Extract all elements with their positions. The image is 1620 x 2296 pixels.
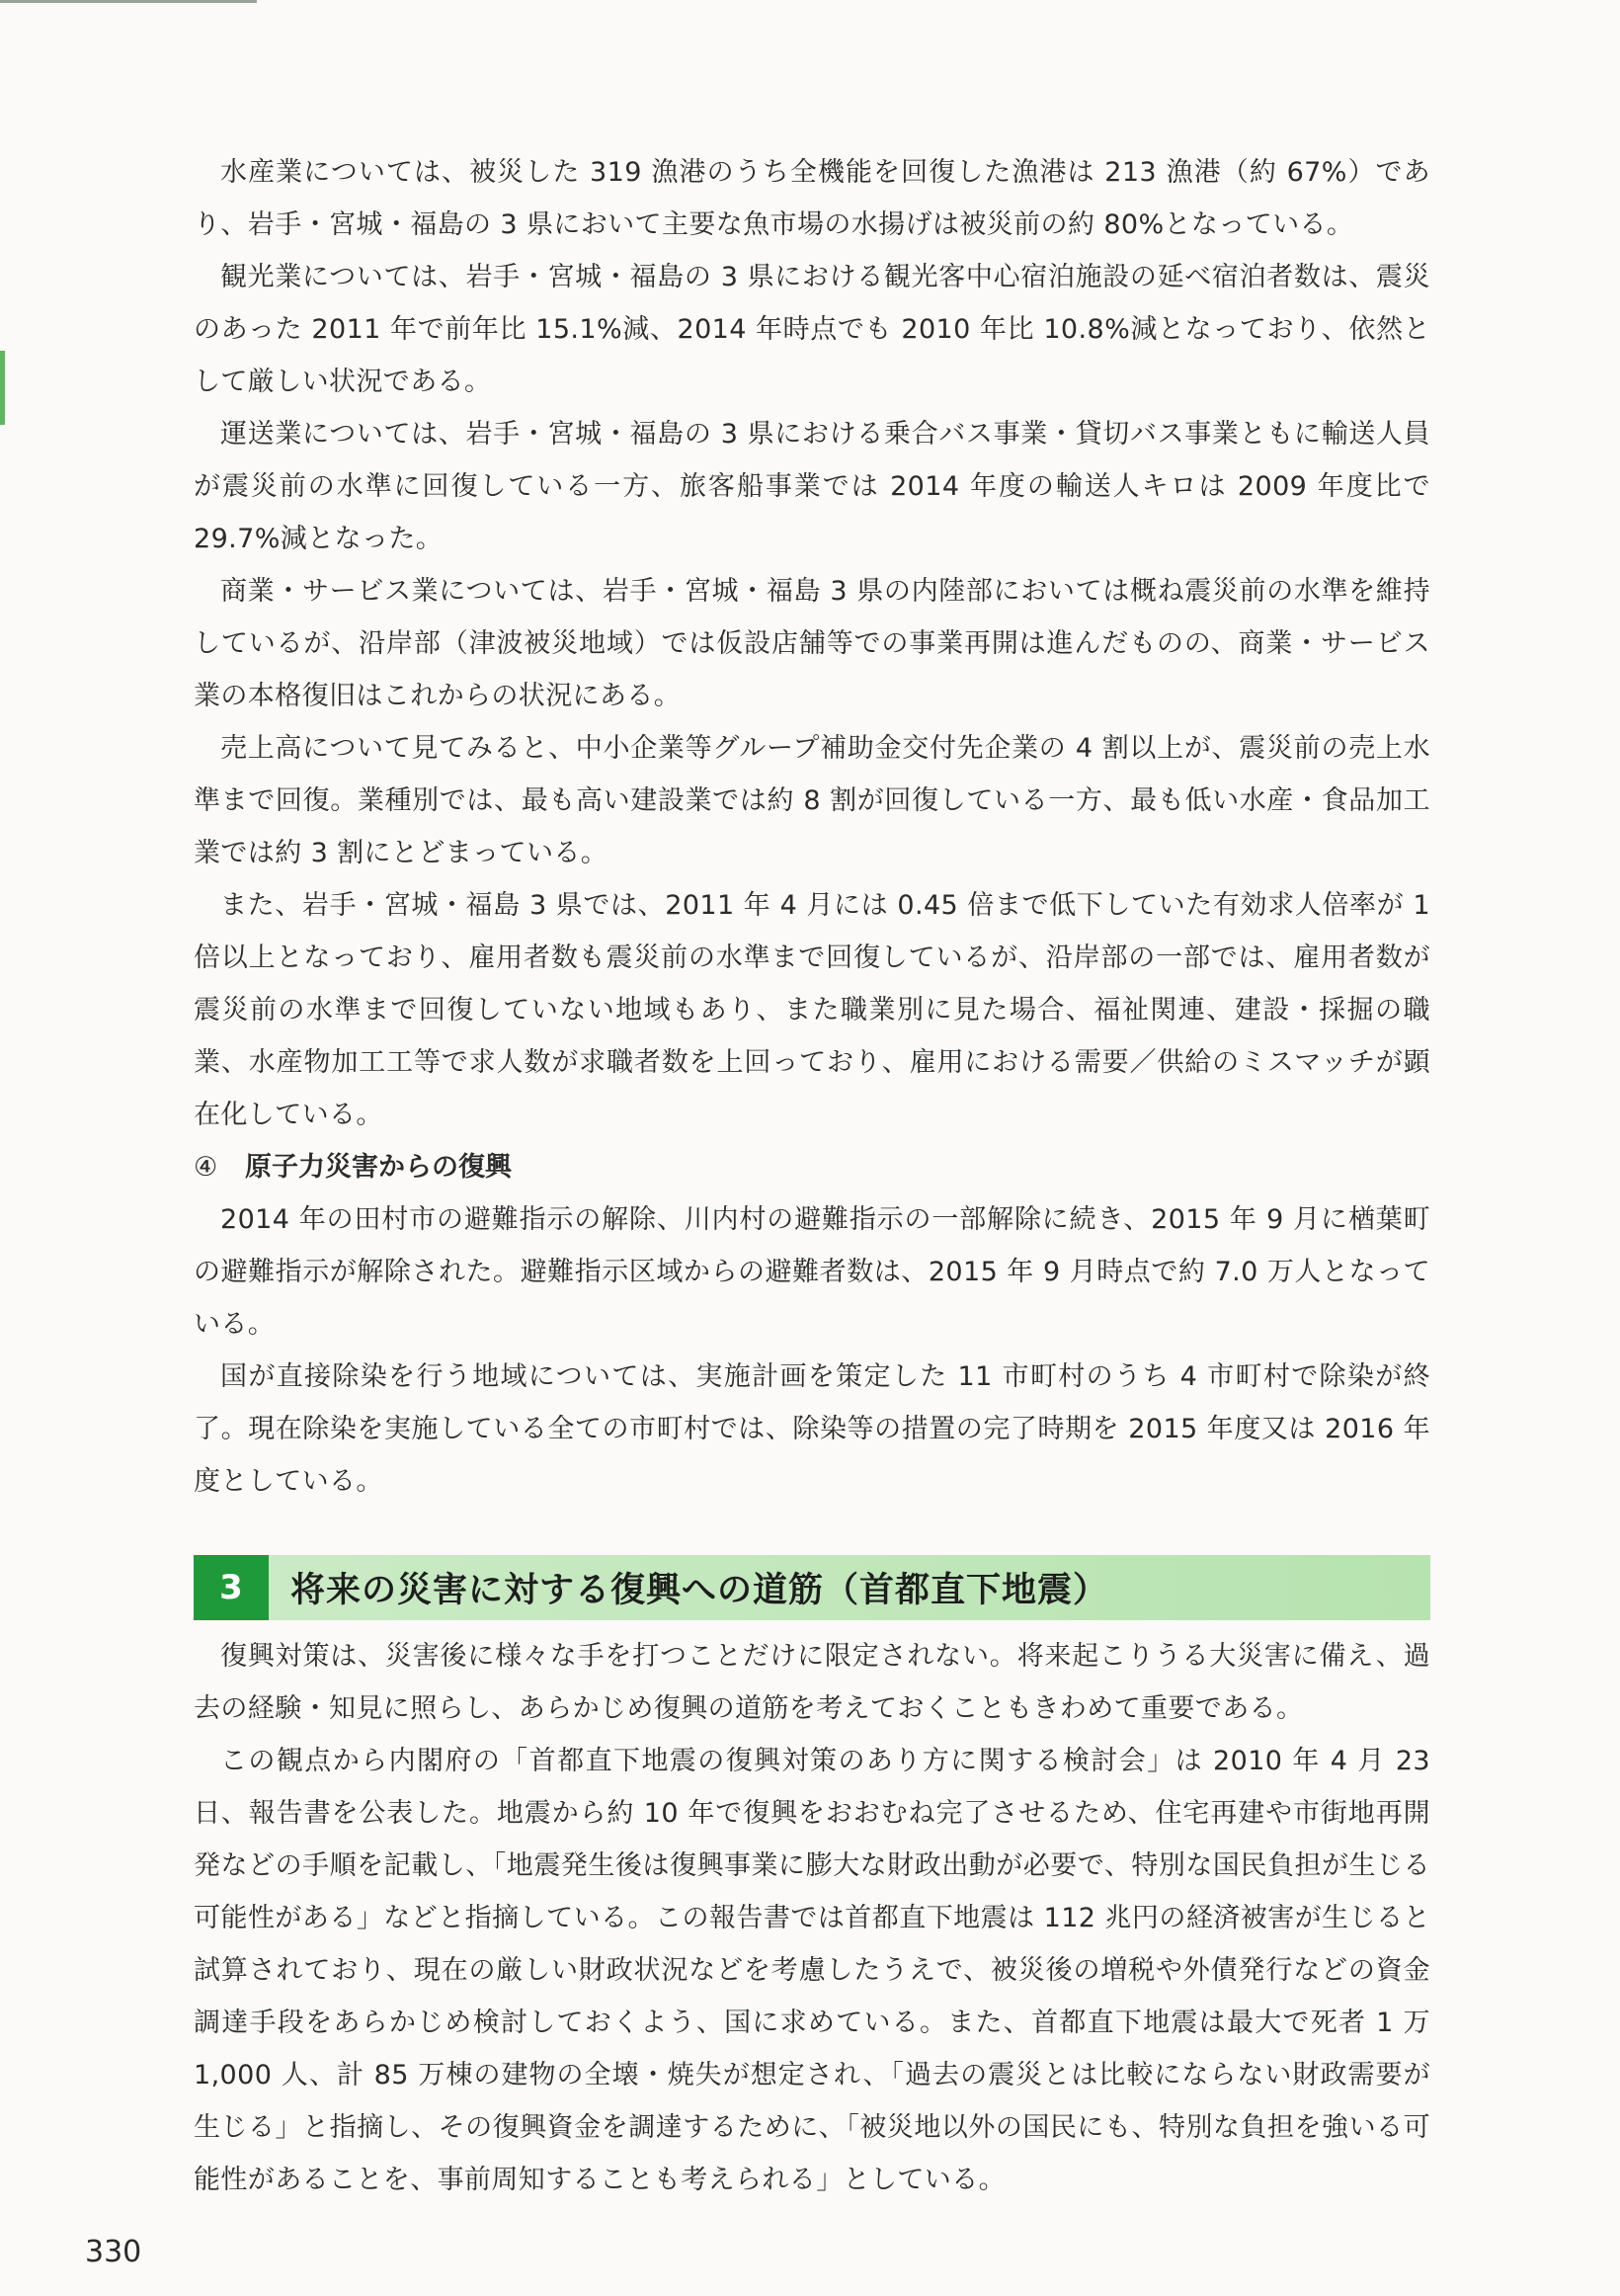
paragraph-recovery-measures: 復興対策は、災害後に様々な手を打つことだけに限定されない。将来起こりうる大災害に備え、過去の経験・知見に照らし、あらかじめ復興の道筋を考えておくこともきわめて重要である。: [194, 1641, 1430, 1724]
paragraph-transport: 運送業については、岩手・宮城・福島の 3 県における乗合バス事業・貸切バス事業ともに輸送人員が震災前の水準に回復している一方、旅客船事業では 2014 年度の輸送人キロは 2009 年度比で 29.7%減となった。: [194, 419, 1430, 554]
paragraph-commerce: 商業・サービス業については、岩手・宮城・福島 3 県の内陸部においては概ね震災前の水準を維持しているが、沿岸部（津波被災地域）では仮設店舗等での事業再開は進んだものの、商業・サービス業の本格復旧はこれからの状況にある。: [194, 576, 1430, 711]
paragraph-tourism: 観光業については、岩手・宮城・福島の 3 県における観光客中心宿泊施設の延べ宿泊者数は、震災のあった 2011 年で前年比 15.1%減、2014 年時点でも 2010 年比 10.8%減となっており、依然として厳しい状況である。: [194, 262, 1430, 397]
subsection-title: 原子力災害からの復興: [245, 1152, 512, 1183]
paragraph-evacuation: 2014 年の田村市の避難指示の解除、川内村の避難指示の一部解除に続き、2015 年 9 月に楢葉町の避難指示が解除された。避難指示区域からの避難者数は、2015 年 9 月時点で約 7.0 万人となっている。: [194, 1204, 1430, 1340]
paragraph-cabinet-report: この観点から内閣府の「首都直下地震の復興対策のあり方に関する検討会」は 2010 年 4 月 23 日、報告書を公表した。地震から約 10 年で復興をおおむね完了させるため、住宅再建や市街地再開発などの手順を記載し、「地震発生後は復興事業に膨大な財政出動が必要で、特別な国民負担が生じる可能性がある」などと指摘している。この報告書では首都直下地震は 112 兆円の経済被害が生じると試算されており、現在の厳しい財政状況などを考慮したうえで、被災後の増税や外債発行などの資金調達手段をあらかじめ検討しておくよう、国に求めている。また、首都直下地震は最大で死者 1 万 1,000 人、計 85 万棟の建物の全壊・焼失が想定され、「過去の震災とは比較にならない財政需要が生じる」と指摘し、その復興資金を調達するために、「被災地以外の国民にも、特別な負担を強いる可能性があることを、事前周知することも考えられる」としている。: [194, 1746, 1430, 2195]
page-number: 330: [85, 2235, 142, 2269]
top-rule: [0, 0, 257, 3]
paragraph-decontamination: 国が直接除染を行う地域については、実施計画を策定した 11 市町村のうち 4 市町村で除染が終了。現在除染を実施している全ての市町村では、除染等の措置の完了時期を 2015 年度又は 2016 年度としている。: [194, 1361, 1430, 1497]
section-heading: [194, 1555, 1430, 1620]
section-title: 将来の災害に対する復興への道筋（首都直下地震）: [290, 1571, 1109, 1610]
side-edge-mark: [0, 351, 5, 425]
subsection-number: ④: [194, 1152, 218, 1183]
subsection-heading: [194, 1141, 1430, 1193]
section-number: 3: [194, 1555, 269, 1620]
paragraph-sales: 売上高について見てみると、中小企業等グループ補助金交付先企業の 4 割以上が、震災前の売上水準まで回復。業種別では、最も高い建設業では約 8 割が回復している一方、最も低い水産・食品加工業では約 3 割にとどまっている。: [194, 733, 1430, 868]
paragraph-fisheries: 水産業については、被災した 319 漁港のうち全機能を回復した漁港は 213 漁港（約 67%）であり、岩手・宮城・福島の 3 県において主要な魚市場の水揚げは被災前の約 80%となっている。: [194, 157, 1430, 240]
page-content: [194, 146, 1430, 2206]
paragraph-employment: また、岩手・宮城・福島 3 県では、2011 年 4 月には 0.45 倍まで低下していた有効求人倍率が 1 倍以上となっており、雇用者数も震災前の水準まで回復しているが、沿岸部の一部では、雇用者数が震災前の水準まで回復していない地域もあり、また職業別に見た場合、福祉関連、建設・採掘の職業、水産物加工工等で求人数が求職者数を上回っており、雇用における需要／供給のミスマッチが顕在化している。: [194, 890, 1430, 1130]
